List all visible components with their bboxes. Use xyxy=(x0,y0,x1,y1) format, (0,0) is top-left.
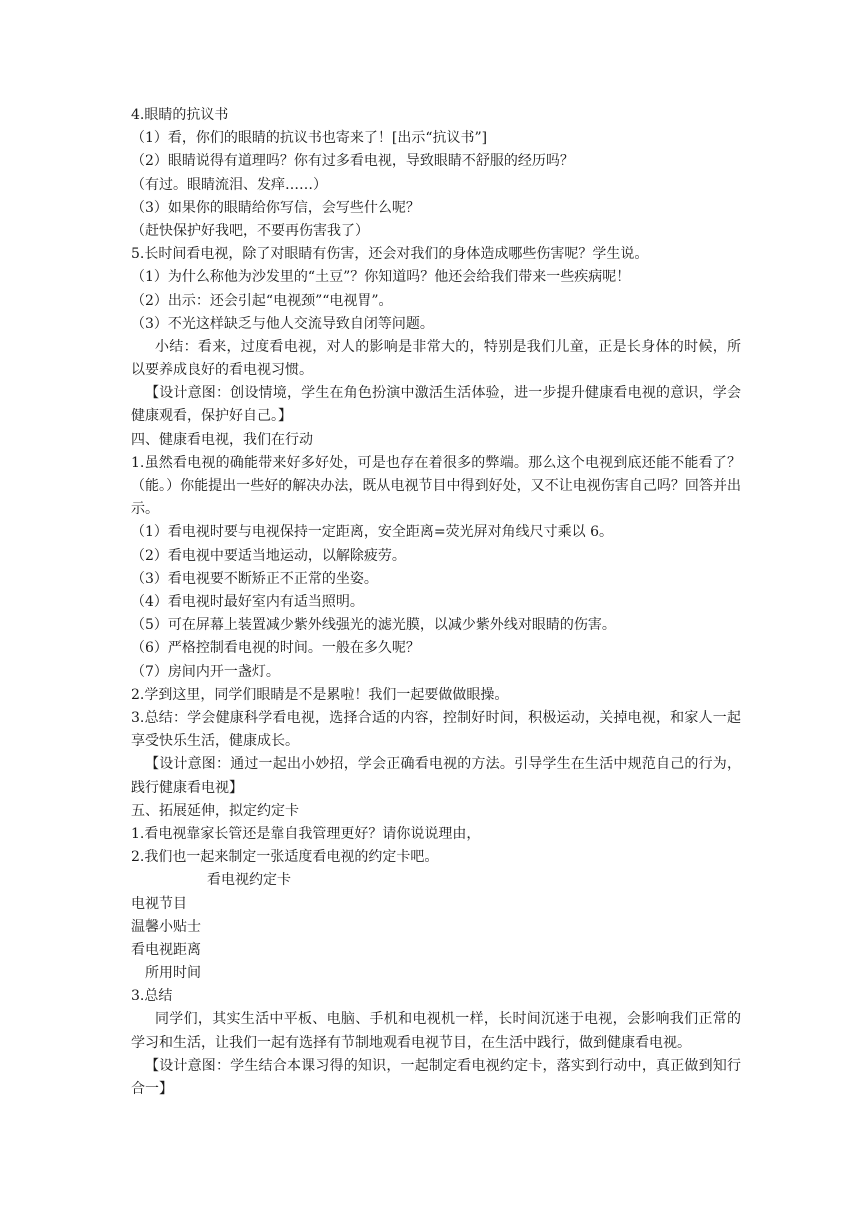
answer-text: （有过。眼睛流泪、发痒……） xyxy=(131,176,327,193)
card-field: 温馨小贴士 xyxy=(131,918,201,935)
list-item: （3）看电视要不断矫正不正常的坐姿。 xyxy=(131,570,378,587)
list-item: （6）严格控制看电视的时间。一般在多久呢？ xyxy=(131,640,420,657)
list-item: （2）看电视中要适当地运动，以解除疲劳。 xyxy=(131,547,406,564)
design-intent-note: 【设计意图：学生结合本课习得的知识，一起制定看电视约定卡，落实到行动中，真正做到知行合一】 xyxy=(131,1057,741,1098)
section-heading: 5.长时间看电视，除了对眼睛有伤害，还会对我们的身体造成哪些伤害呢？学生说。 xyxy=(131,246,649,263)
body-line: 1.看电视靠家长管还是靠自我管理更好？请你说说理由， xyxy=(131,825,481,842)
list-item: （5）可在屏幕上装置减少紫外线强光的滤光膜，以减少紫外线对眼睛的伤害。 xyxy=(131,617,616,634)
list-item: （3）如果你的眼睛给你写信，会写些什么呢？ xyxy=(131,199,420,216)
body-line: 2.学到这里，同学们眼睛是不是累啦！我们一起要做做眼操。 xyxy=(131,686,509,703)
document-body xyxy=(131,104,741,1101)
chapter-heading: 五、拓展延伸，拟定约定卡 xyxy=(131,802,299,819)
list-item: （1）看，你们的眼睛的抗议书也寄来了！[出示“抗议书”] xyxy=(131,130,488,147)
design-intent-note: 【设计意图：通过一起出小妙招，学会正确看电视的方法。引导学生在生活中规范自己的行为，践行健康看电视】 xyxy=(131,756,741,796)
list-item: （1）为什么称他为沙发里的“土豆”？你知道吗？他还会给我们带来一些疾病呢！ xyxy=(131,269,631,286)
section-heading: 3.总结 xyxy=(131,988,173,1005)
list-item: （1）看电视时要与电视保持一定距离，安全距离=荧光屏对角线尺寸乘以 6。 xyxy=(131,524,613,541)
design-intent-note: 【设计意图：创设情境，学生在角色扮演中激活生活体验，进一步提升健康看电视的意识，学会健康观看，保护好自己。】 xyxy=(131,385,741,425)
card-field: 电视节目 xyxy=(131,895,187,912)
list-item: （4）看电视时最好室内有适当照明。 xyxy=(131,594,364,611)
body-paragraph: 3.总结：学会健康科学看电视，选择合适的内容，控制好时间，积极运动，关掉电视，和家人一起享受快乐生活，健康成长。 xyxy=(131,709,741,750)
card-field: 所用时间 xyxy=(145,965,201,982)
chapter-heading: 四、健康看电视，我们在行动 xyxy=(131,431,313,448)
list-item: （2）出示：还会引起“电视颈”“电视胃”。 xyxy=(131,292,393,309)
list-item: （7）房间内开一盏灯。 xyxy=(131,663,280,680)
card-title: 看电视约定卡 xyxy=(207,872,291,889)
body-paragraph: 1.虽然看电视的确能带来好多好处，可是也存在着很多的弊端。那么这个电视到底还能不能看了？（能。）你能提出一些好的解决办法，既从电视节目中得到好处，又不让电视伤害自己吗？回答并出示。 xyxy=(131,454,741,518)
answer-text: （赶快保护好我吧，不要再伤害我了） xyxy=(131,222,369,239)
body-line: 2.我们也一起来制定一张适度看电视的约定卡吧。 xyxy=(131,849,439,866)
body-paragraph: 同学们，其实生活中平板、电脑、手机和电视机一样，长时间沉迷于电视，会影响我们正常的学习和生活，让我们一起有选择有节制地观看电视节目，在生活中践行，做到健康看电视。 xyxy=(131,1011,741,1051)
card-field: 看电视距离 xyxy=(131,941,201,958)
section-heading: 4.眼睛的抗议书 xyxy=(131,107,229,123)
list-item: （2）眼睛说得有道理吗？你有过多看电视，导致眼睛不舒服的经历吗？ xyxy=(131,153,574,170)
list-item: （3）不光这样缺乏与他人交流导致自闭等问题。 xyxy=(131,315,434,332)
summary-paragraph: 小结：看来，过度看电视，对人的影响是非常大的，特别是我们儿童，正是长身体的时候，所以要养成良好的看电视习惯。 xyxy=(131,338,741,379)
